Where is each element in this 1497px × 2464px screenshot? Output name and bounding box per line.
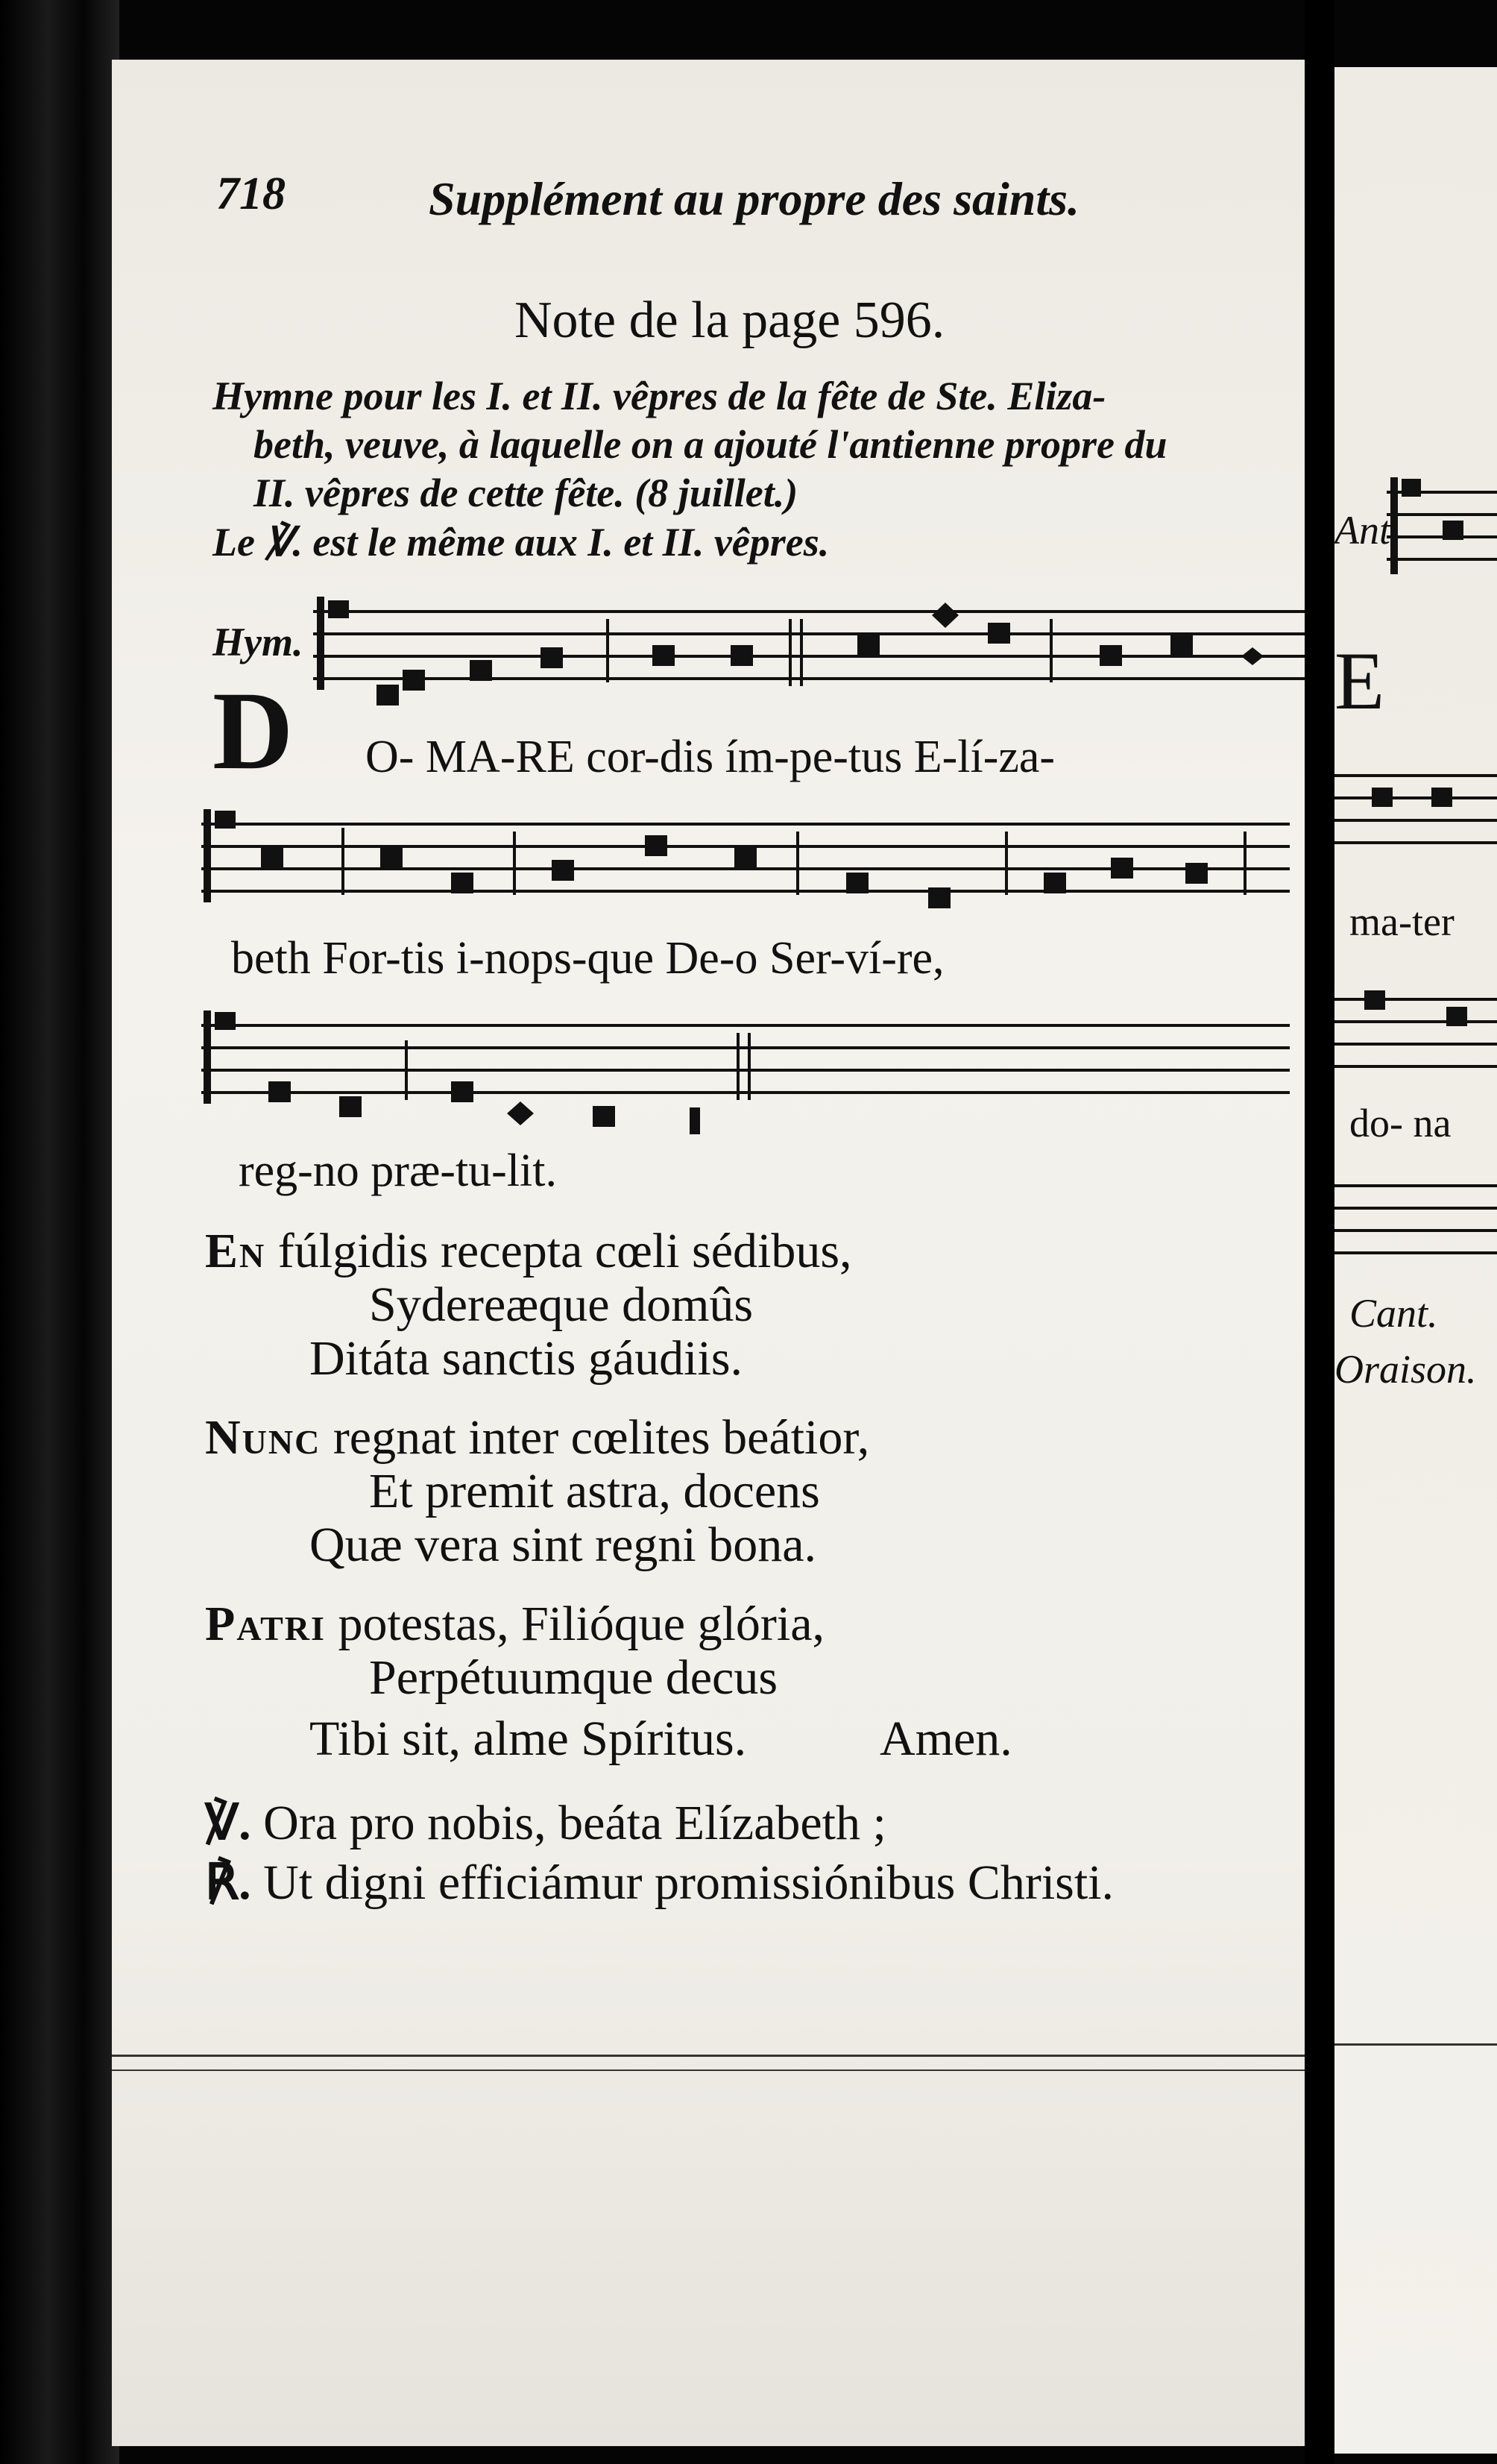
stanza-1-line-1 bbox=[205, 1223, 852, 1280]
rubric-line-2: beth, veuve, à laquelle on a ajouté l'antienne propre du bbox=[253, 422, 1167, 467]
bottom-rule-1 bbox=[112, 2055, 1305, 2057]
stanza-1-first: fúlgidis recepta cœli sédibus, bbox=[265, 1224, 852, 1278]
bottom-rule-2 bbox=[112, 2069, 1305, 2071]
right-staff-1 bbox=[1387, 470, 1497, 589]
hymn-label: Hym. bbox=[212, 620, 303, 664]
versicle-symbol: ℣. bbox=[205, 1796, 251, 1850]
stanza-3-line-2: Perpétuumque decus bbox=[369, 1650, 778, 1705]
stanza-3-lead: Patri bbox=[205, 1597, 326, 1651]
stanza-2-line-2: Et premit astra, docens bbox=[369, 1464, 820, 1518]
response-text: Ut digni efficiámur promissiónibus Christi. bbox=[263, 1855, 1115, 1910]
stanza-3-first: potestas, Filióque glória, bbox=[325, 1597, 825, 1651]
chant-staff-2 bbox=[201, 802, 1290, 925]
stanza-2-lead: Nunc bbox=[205, 1410, 321, 1465]
right-lyric-1: ma-ter bbox=[1349, 899, 1455, 944]
versicle-text: Ora pro nobis, beáta Elízabeth ; bbox=[263, 1796, 886, 1850]
chant-staff-3 bbox=[201, 1003, 1290, 1137]
right-ant-label: Ant. bbox=[1334, 508, 1401, 553]
rubric-line-4: Le ℣. est le même aux I. et II. vêpres. bbox=[212, 520, 830, 565]
right-page bbox=[1334, 67, 1497, 2454]
lyric-line-1: O- MA-RE cor-dis ím-pe-tus E-lí-za- bbox=[365, 732, 1056, 782]
right-bottom-rule bbox=[1334, 2043, 1497, 2046]
right-staff-2 bbox=[1334, 761, 1497, 858]
stanza-3-line-1 bbox=[205, 1596, 825, 1653]
note-title: Note de la page 596. bbox=[514, 292, 945, 349]
book-spine bbox=[0, 0, 119, 2464]
response-line bbox=[205, 1853, 1114, 1911]
stanza-2-first: regnat inter cœlites beátior, bbox=[321, 1410, 870, 1465]
lyric-line-3: reg-no præ-tu-lit. bbox=[239, 1145, 558, 1196]
right-staff-3 bbox=[1334, 984, 1497, 1074]
page-number: 718 bbox=[216, 169, 286, 219]
drop-cap: D bbox=[212, 669, 294, 793]
right-lyric-2: do- na bbox=[1349, 1101, 1452, 1145]
stanza-3-line-3: Tibi sit, alme Spíritus. bbox=[309, 1712, 747, 1766]
stanza-3-amen: Amen. bbox=[880, 1712, 1012, 1766]
response-symbol: ℟. bbox=[205, 1855, 251, 1910]
right-staff-4 bbox=[1334, 1171, 1497, 1268]
stanza-1-line-2: Sydereæque domûs bbox=[369, 1277, 754, 1332]
running-title: Supplément au propre des saints. bbox=[429, 172, 1080, 225]
chant-staff-1 bbox=[313, 589, 1305, 708]
right-big-letter: E bbox=[1334, 635, 1385, 726]
stanza-1-lead: En bbox=[205, 1224, 266, 1278]
stanza-2-line-1 bbox=[205, 1409, 869, 1466]
page-gutter bbox=[1305, 0, 1334, 2464]
lyric-line-2: beth For-tis i-nops-que De-o Ser-ví-re, bbox=[231, 933, 945, 984]
right-cant-label: Cant. bbox=[1349, 1291, 1438, 1336]
stanza-1-line-3: Ditáta sanctis gáudiis. bbox=[309, 1331, 743, 1386]
rubric-line-1: Hymne pour les I. et II. vêpres de la fête de Ste. Eliza- bbox=[212, 374, 1106, 418]
stanza-2-line-3: Quæ vera sint regni bona. bbox=[309, 1518, 817, 1572]
rubric-line-3: II. vêpres de cette fête. (8 juillet.) bbox=[253, 471, 798, 515]
right-oraison-label: Oraison. bbox=[1334, 1347, 1477, 1392]
versicle-line bbox=[205, 1794, 886, 1852]
